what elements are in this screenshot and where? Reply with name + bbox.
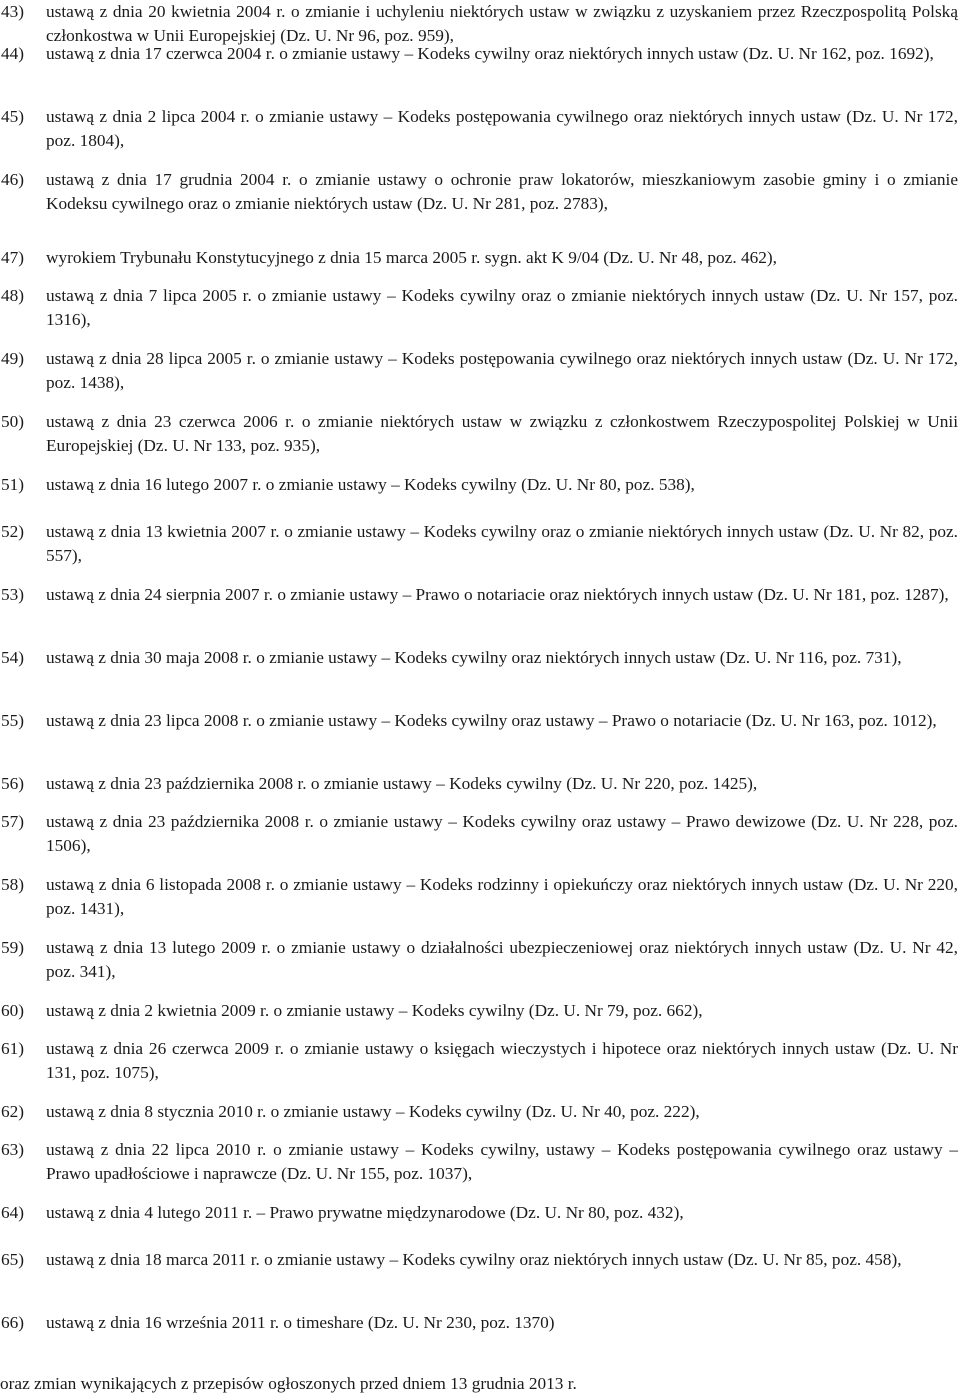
item-number: 58) — [1, 875, 25, 894]
item-text: ustawą z dnia 23 października 2008 r. o zmianie ustawy – Kodeks cywilny oraz ustawy – Prawo dewizowe (Dz. U. Nr 228, poz. 1506), — [46, 812, 958, 855]
item-number: 54) — [1, 648, 25, 667]
item-number: 47) — [1, 248, 25, 267]
item-number: 59) — [1, 938, 25, 957]
item-text: ustawą z dnia 17 czerwca 2004 r. o zmianie ustawy – Kodeks cywilny oraz niektórych innych ustaw (Dz. U. Nr 162, poz. 1692), — [46, 44, 934, 63]
item-text: wyrokiem Trybunału Konstytucyjnego z dnia 15 marca 2005 r. sygn. akt K 9/04 (Dz. U. Nr 48, poz. 462), — [46, 248, 777, 267]
item-number: 43) — [1, 2, 25, 21]
item-text: ustawą z dnia 6 listopada 2008 r. o zmianie ustawy – Kodeks rodzinny i opiekuńczy oraz niektórych innych ustaw (Dz. U. Nr 220, poz. 1431), — [46, 875, 958, 918]
item-number: 61) — [1, 1039, 25, 1058]
list-item — [0, 583, 960, 607]
list-item — [0, 772, 960, 796]
item-text: ustawą z dnia 24 sierpnia 2007 r. o zmianie ustawy – Prawo o notariacie oraz niektórych innych ustaw (Dz. U. Nr 181, poz. 1287), — [46, 585, 949, 604]
list-item — [0, 168, 960, 216]
item-text: ustawą z dnia 23 lipca 2008 r. o zmianie ustawy – Kodeks cywilny oraz ustawy – Prawo o notariacie (Dz. U. Nr 163, poz. 1012), — [46, 711, 937, 730]
item-number: 52) — [1, 522, 25, 541]
item-number: 62) — [1, 1102, 25, 1121]
item-number: 51) — [1, 475, 25, 494]
item-text: ustawą z dnia 16 września 2011 r. o timeshare (Dz. U. Nr 230, poz. 1370) — [46, 1313, 555, 1332]
list-item — [0, 709, 960, 733]
item-text: ustawą z dnia 22 lipca 2010 r. o zmianie ustawy – Kodeks cywilny, ustawy – Kodeks postępowania cywilnego oraz ustawy – Prawo upadłościowe i naprawcze (Dz. U. Nr 155, poz. 1037), — [46, 1140, 958, 1183]
item-text: ustawą z dnia 16 lutego 2007 r. o zmianie ustawy – Kodeks cywilny (Dz. U. Nr 80, poz. 538), — [46, 475, 695, 494]
item-text: ustawą z dnia 4 lutego 2011 r. – Prawo prywatne międzynarodowe (Dz. U. Nr 80, poz. 432), — [46, 1203, 684, 1222]
item-text: ustawą z dnia 18 marca 2011 r. o zmianie ustawy – Kodeks cywilny oraz niektórych innych ustaw (Dz. U. Nr 85, poz. 458), — [46, 1250, 902, 1269]
item-number: 55) — [1, 711, 25, 730]
item-number: 56) — [1, 774, 25, 793]
item-number: 57) — [1, 812, 25, 831]
list-item — [0, 1201, 960, 1225]
list-item — [0, 1248, 960, 1272]
list-item — [0, 520, 960, 568]
list-item — [0, 246, 960, 270]
item-number: 66) — [1, 1313, 25, 1332]
item-text: ustawą z dnia 23 czerwca 2006 r. o zmianie niektórych ustaw w związku z członkostwem Rzeczypospolitej Polskiej w Unii Europejskiej (Dz. U. Nr 133, poz. 935), — [46, 412, 958, 455]
list-item — [0, 473, 960, 497]
list-item — [0, 1311, 960, 1335]
list-item — [0, 105, 960, 153]
item-text: ustawą z dnia 13 kwietnia 2007 r. o zmianie ustawy – Kodeks cywilny oraz o zmianie niektórych innych ustaw (Dz. U. Nr 82, poz. 557), — [46, 522, 958, 565]
list-item — [0, 646, 960, 670]
list-item — [0, 873, 960, 921]
item-number: 49) — [1, 349, 25, 368]
list-item — [0, 284, 960, 332]
item-number: 46) — [1, 170, 25, 189]
item-text: ustawą z dnia 17 grudnia 2004 r. o zmianie ustawy o ochronie praw lokatorów, mieszkaniowym zasobie gminy i o zmianie Kodeksu cywilnego oraz o zmianie niektórych ustaw (Dz. U. Nr 281, poz. 2783), — [46, 170, 958, 213]
item-text: ustawą z dnia 8 stycznia 2010 r. o zmianie ustawy – Kodeks cywilny (Dz. U. Nr 40, poz. 222), — [46, 1102, 700, 1121]
item-text: ustawą z dnia 23 października 2008 r. o zmianie ustawy – Kodeks cywilny (Dz. U. Nr 220, poz. 1425), — [46, 774, 758, 793]
item-text: ustawą z dnia 2 kwietnia 2009 r. o zmianie ustawy – Kodeks cywilny (Dz. U. Nr 79, poz. 662), — [46, 1001, 703, 1020]
item-text: ustawą z dnia 26 czerwca 2009 r. o zmianie ustawy o księgach wieczystych i hipotece oraz niektórych innych ustaw (Dz. U. Nr 131, poz. 1075), — [46, 1039, 958, 1082]
list-item — [0, 347, 960, 395]
item-number: 44) — [1, 44, 25, 63]
item-number: 50) — [1, 412, 25, 431]
item-number: 65) — [1, 1250, 25, 1269]
list-item — [0, 1100, 960, 1124]
item-number: 64) — [1, 1203, 25, 1222]
item-text: ustawą z dnia 20 kwietnia 2004 r. o zmianie i uchyleniu niektórych ustaw w związku z uzyskaniem przez Rzeczpospolitą Polską członkostwa w Unii Europejskiej (Dz. U. Nr 96, poz. 959), — [46, 2, 958, 45]
closing-note: oraz zmian wynikających z przepisów ogłoszonych przed dniem 13 grudnia 2013 r. — [0, 1374, 577, 1393]
list-item — [0, 810, 960, 858]
list-item — [0, 410, 960, 458]
item-text: ustawą z dnia 13 lutego 2009 r. o zmianie ustawy o działalności ubezpieczeniowej oraz niektórych innych ustaw (Dz. U. Nr 42, poz. 341), — [46, 938, 958, 981]
item-text: ustawą z dnia 28 lipca 2005 r. o zmianie ustawy – Kodeks postępowania cywilnego oraz niektórych innych ustaw (Dz. U. Nr 172, poz. 1438), — [46, 349, 958, 392]
list-item — [0, 999, 960, 1023]
list-item — [0, 936, 960, 984]
item-text: ustawą z dnia 30 maja 2008 r. o zmianie ustawy – Kodeks cywilny oraz niektórych innych ustaw (Dz. U. Nr 116, poz. 731), — [46, 648, 902, 667]
item-number: 60) — [1, 1001, 25, 1020]
item-number: 48) — [1, 286, 25, 305]
list-item — [0, 1138, 960, 1186]
list-item — [0, 1037, 960, 1085]
item-text: ustawą z dnia 2 lipca 2004 r. o zmianie ustawy – Kodeks postępowania cywilnego oraz niektórych innych ustaw (Dz. U. Nr 172, poz. 1804), — [46, 107, 958, 150]
list-item — [0, 0, 960, 48]
list-item — [0, 42, 960, 66]
item-text: ustawą z dnia 7 lipca 2005 r. o zmianie ustawy – Kodeks cywilny oraz o zmianie niektórych innych ustaw (Dz. U. Nr 157, poz. 1316), — [46, 286, 958, 329]
item-number: 53) — [1, 585, 25, 604]
item-number: 63) — [1, 1140, 25, 1159]
item-number: 45) — [1, 107, 25, 126]
